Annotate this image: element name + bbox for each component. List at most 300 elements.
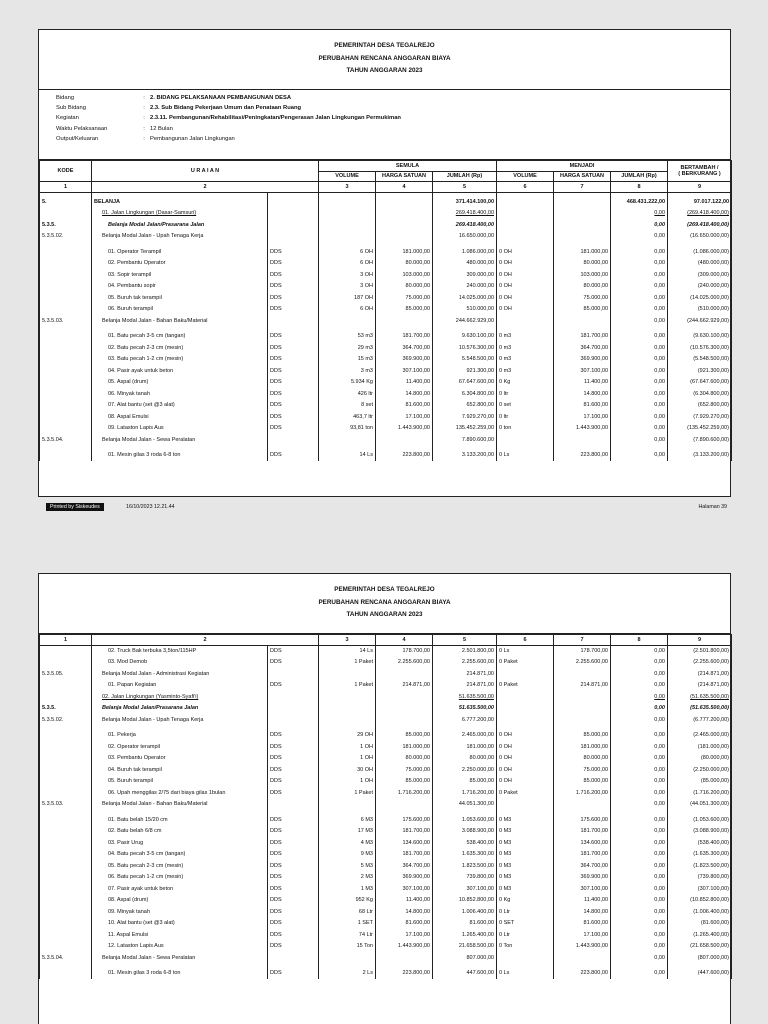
table-row: [40, 691, 732, 703]
harga-new-cell: 1.443.900,00: [554, 423, 611, 435]
difference-cell: (447.600,00): [668, 968, 732, 980]
table-row: [40, 365, 732, 377]
volume-cell: 426 ltr: [319, 388, 376, 400]
volume-new-cell: 0 Ls: [497, 645, 554, 657]
jumlah-cell: 214.871,00: [433, 680, 497, 692]
volume-new-cell: 0 OH: [497, 741, 554, 753]
difference-cell: (135.452.259,00): [668, 423, 732, 435]
harga-cell: [376, 196, 433, 208]
harga-new-cell: 14.800,00: [554, 388, 611, 400]
header-line-3: TAHUN ANGGARAN 2023: [346, 611, 423, 618]
harga-cell: [376, 208, 433, 220]
source-cell: [268, 703, 319, 715]
uraian-cell: 03. Pembantu Operator: [92, 753, 268, 765]
difference-cell: (480.000,00): [668, 258, 732, 270]
harga-new-cell: 2.255.600,00: [554, 657, 611, 669]
harga-cell: 134.600,00: [376, 837, 433, 849]
header-line-2: PERUBAHAN RENCANA ANGGARAN BIAYA: [318, 598, 451, 606]
jumlah-new-cell: 0,00: [611, 246, 668, 258]
jumlah-new-cell: 0,00: [611, 342, 668, 354]
jumlah-new-cell: 0,00: [611, 315, 668, 327]
difference-cell: (2.250.000,00): [668, 764, 732, 776]
harga-new-cell: 223.800,00: [554, 450, 611, 462]
harga-cell: 364.700,00: [376, 860, 433, 872]
column-number-row: [40, 635, 732, 646]
source-cell: DDS: [268, 814, 319, 826]
jumlah-new-cell: 0,00: [611, 219, 668, 231]
kode-cell: [40, 691, 92, 703]
uraian-cell: 01. Pekerja: [92, 730, 268, 742]
jumlah-new-cell: 0,00: [611, 388, 668, 400]
volume-cell: 29 m3: [319, 342, 376, 354]
uraian-cell: 03. Sopir terampil: [92, 269, 268, 281]
jumlah-cell: 135.452.259,00: [433, 423, 497, 435]
source-cell: DDS: [268, 764, 319, 776]
volume-new-cell: 0 OH: [497, 281, 554, 293]
jumlah-cell: 2.250.000,00: [433, 764, 497, 776]
jumlah-new-cell: 0,00: [611, 952, 668, 964]
difference-cell: (9.630.100,00): [668, 331, 732, 343]
jumlah-new-cell: 0,00: [611, 400, 668, 412]
table-row: [40, 231, 732, 243]
difference-cell: (80.000,00): [668, 753, 732, 765]
table-row: [40, 837, 732, 849]
harga-cell: [376, 799, 433, 811]
uraian-cell: 08. Aspal (drum): [92, 895, 268, 907]
harga-cell: [376, 315, 433, 327]
source-cell: DDS: [268, 377, 319, 389]
volume-cell: 2 M3: [319, 872, 376, 884]
volume-new-cell: [497, 315, 554, 327]
difference-cell: (240.000,00): [668, 281, 732, 293]
page-header: [39, 30, 730, 90]
harga-new-cell: 11.400,00: [554, 377, 611, 389]
uraian-cell: 03. Mod Demob: [92, 657, 268, 669]
source-cell: DDS: [268, 787, 319, 799]
col-num: 8: [611, 182, 668, 193]
jumlah-new-cell: 0,00: [611, 753, 668, 765]
jumlah-cell: 2.255.600,00: [433, 657, 497, 669]
kode-cell: [40, 872, 92, 884]
uraian-cell: 05. Batu pecah 2-3 cm (mesin): [92, 860, 268, 872]
harga-new-cell: 14.800,00: [554, 906, 611, 918]
table-row: [40, 258, 732, 270]
jumlah-cell: 1.823.500,00: [433, 860, 497, 872]
volume-new-cell: 0 OH: [497, 730, 554, 742]
jumlah-new-cell: 0,00: [611, 849, 668, 861]
uraian-cell: 01. Batu pecah 3-5 cm (tangan): [92, 331, 268, 343]
volume-new-cell: 0 OH: [497, 258, 554, 270]
table-row: [40, 787, 732, 799]
kode-cell: [40, 895, 92, 907]
volume-cell: 5.934 Kg: [319, 377, 376, 389]
volume-cell: 3 OH: [319, 281, 376, 293]
kode-cell: [40, 883, 92, 895]
volume-new-cell: 0 M3: [497, 849, 554, 861]
table-row: [40, 331, 732, 343]
header-line-1: PEMERINTAH DESA TEGALREJO: [334, 42, 435, 49]
uraian-cell: Belanja Modal Jalan - Administrasi Kegiatan: [92, 668, 268, 680]
volume-cell: 1 SET: [319, 918, 376, 930]
volume-new-cell: 0 Ls: [497, 968, 554, 980]
harga-new-cell: [554, 714, 611, 726]
uraian-cell: 01. Papan Kegiatan: [92, 680, 268, 692]
col-num: 9: [668, 182, 732, 193]
volume-new-cell: 0 ltr: [497, 388, 554, 400]
jumlah-cell: 2.465.000,00: [433, 730, 497, 742]
harga-cell: 1.443.900,00: [376, 941, 433, 953]
jumlah-cell: 181.000,00: [433, 741, 497, 753]
col-harga-satuan: HARGA SATUAN: [376, 171, 433, 182]
volume-new-cell: [497, 703, 554, 715]
table-row: [40, 434, 732, 446]
info-colon: :: [143, 125, 145, 132]
source-cell: DDS: [268, 872, 319, 884]
info-key: Output/Keluaran: [56, 135, 99, 142]
kode-cell: [40, 450, 92, 462]
kode-cell: [40, 968, 92, 980]
source-cell: DDS: [268, 269, 319, 281]
jumlah-new-cell: 0,00: [611, 657, 668, 669]
jumlah-new-cell: 0,00: [611, 883, 668, 895]
harga-cell: 2.255.600,00: [376, 657, 433, 669]
harga-cell: 181.700,00: [376, 826, 433, 838]
budget-table-continued: [39, 634, 732, 979]
col-bertambah-line1: BERTAMBAH /: [680, 165, 719, 171]
harga-new-cell: 181.000,00: [554, 246, 611, 258]
volume-cell: 14 Ls: [319, 450, 376, 462]
info-row: [56, 113, 730, 123]
budget-table: [39, 160, 732, 461]
col-num: 3: [319, 182, 376, 193]
harga-cell: [376, 668, 433, 680]
source-cell: [268, 799, 319, 811]
jumlah-cell: 81.600,00: [433, 918, 497, 930]
jumlah-new-cell: 0,00: [611, 365, 668, 377]
source-cell: DDS: [268, 680, 319, 692]
harga-cell: 223.800,00: [376, 968, 433, 980]
volume-cell: [319, 196, 376, 208]
uraian-cell: 01. Mesin gilas 3 roda 6-8 ton: [92, 968, 268, 980]
volume-new-cell: [497, 208, 554, 220]
volume-cell: [319, 315, 376, 327]
volume-cell: 1 Paket: [319, 680, 376, 692]
col-bertambah-line2: ( BERKURANG ): [678, 171, 721, 177]
budget-table-body: [40, 192, 732, 461]
harga-cell: 11.400,00: [376, 895, 433, 907]
jumlah-new-cell: 0,00: [611, 837, 668, 849]
jumlah-new-cell: 0,00: [611, 269, 668, 281]
harga-new-cell: 369.900,00: [554, 354, 611, 366]
kode-cell: 5.3.5.02.: [40, 714, 92, 726]
volume-cell: 2 Ls: [319, 968, 376, 980]
uraian-cell: 09. Minyak tanah: [92, 906, 268, 918]
difference-cell: (21.658.500,00): [668, 941, 732, 953]
harga-cell: 85.000,00: [376, 304, 433, 316]
col-num: 5: [433, 182, 497, 193]
kode-cell: [40, 787, 92, 799]
jumlah-new-cell: 0,00: [611, 281, 668, 293]
table-row: [40, 714, 732, 726]
uraian-cell: 01. Operator Terampil: [92, 246, 268, 258]
table-row: [40, 918, 732, 930]
volume-new-cell: [497, 231, 554, 243]
uraian-cell: 04. Batu pecah 3-5 cm (tangan): [92, 849, 268, 861]
budget-table-body: [40, 645, 732, 979]
volume-new-cell: 0 OH: [497, 269, 554, 281]
jumlah-new-cell: 0,00: [611, 714, 668, 726]
volume-new-cell: 0 M3: [497, 872, 554, 884]
jumlah-cell: 307.100,00: [433, 883, 497, 895]
harga-new-cell: [554, 219, 611, 231]
col-num: 6: [497, 182, 554, 193]
jumlah-cell: 1.635.300,00: [433, 849, 497, 861]
uraian-cell: 10. Alat bantu (set @3 alat): [92, 918, 268, 930]
table-row: [40, 411, 732, 423]
harga-cell: 14.800,00: [376, 388, 433, 400]
harga-cell: 181.000,00: [376, 246, 433, 258]
jumlah-cell: 6.777.200,00: [433, 714, 497, 726]
table-row: [40, 703, 732, 715]
harga-new-cell: 364.700,00: [554, 860, 611, 872]
uraian-cell: 02. Pembantu Operator: [92, 258, 268, 270]
volume-new-cell: 0 m3: [497, 331, 554, 343]
volume-cell: 6 OH: [319, 246, 376, 258]
difference-cell: (3.088.900,00): [668, 826, 732, 838]
harga-new-cell: 11.400,00: [554, 895, 611, 907]
table-row: [40, 826, 732, 838]
table-row: [40, 968, 732, 980]
difference-cell: (81.600,00): [668, 918, 732, 930]
harga-new-cell: 103.000,00: [554, 269, 611, 281]
col-semula: SEMULA: [319, 161, 497, 172]
jumlah-cell: 921.300,00: [433, 365, 497, 377]
jumlah-new-cell: 0,00: [611, 918, 668, 930]
difference-cell: (1.265.400,00): [668, 929, 732, 941]
col-bertambah: [668, 161, 732, 182]
harga-cell: 175.600,00: [376, 814, 433, 826]
difference-cell: (1.823.500,00): [668, 860, 732, 872]
jumlah-new-cell: 0,00: [611, 860, 668, 872]
harga-cell: 11.400,00: [376, 377, 433, 389]
uraian-cell: 07. Pasir ayak untuk beton: [92, 883, 268, 895]
kode-cell: 5.: [40, 196, 92, 208]
kode-cell: [40, 258, 92, 270]
volume-cell: 1 OH: [319, 741, 376, 753]
uraian-cell: 04. Pasir ayak untuk beton: [92, 365, 268, 377]
kode-cell: [40, 680, 92, 692]
jumlah-new-cell: 0,00: [611, 968, 668, 980]
uraian-cell: Belanja Modal Jalan - Sewa Peralatan: [92, 952, 268, 964]
col-num: 6: [497, 635, 554, 646]
jumlah-cell: 1.716.200,00: [433, 787, 497, 799]
uraian-cell: 05. Buruh tak terampil: [92, 292, 268, 304]
harga-cell: [376, 231, 433, 243]
kode-cell: [40, 281, 92, 293]
kode-cell: [40, 860, 92, 872]
page-number: Halaman 39: [698, 504, 727, 510]
difference-cell: (5.548.500,00): [668, 354, 732, 366]
harga-new-cell: 134.600,00: [554, 837, 611, 849]
page-footer: [38, 503, 731, 511]
uraian-cell: Belanja Modal Jalan - Bahan Baku/Material: [92, 799, 268, 811]
jumlah-new-cell: 0,00: [611, 776, 668, 788]
table-row: [40, 304, 732, 316]
table-row: [40, 941, 732, 953]
uraian-cell: 02. Truck Bak terbuka 3,5ton/115HP: [92, 645, 268, 657]
jumlah-new-cell: 0,00: [611, 450, 668, 462]
source-cell: [268, 434, 319, 446]
table-row: [40, 450, 732, 462]
uraian-cell: 02. Batu pecah 2-3 cm (mesin): [92, 342, 268, 354]
difference-cell: (1.716.200,00): [668, 787, 732, 799]
difference-cell: (7.929.270,00): [668, 411, 732, 423]
info-colon: :: [143, 105, 145, 112]
kode-cell: [40, 764, 92, 776]
kode-cell: 5.3.5.04.: [40, 952, 92, 964]
volume-cell: [319, 691, 376, 703]
harga-new-cell: [554, 799, 611, 811]
uraian-cell: 12. Lataston Lapis Aus: [92, 941, 268, 953]
kode-cell: [40, 304, 92, 316]
jumlah-cell: 44.051.300,00: [433, 799, 497, 811]
header-line-2: PERUBAHAN RENCANA ANGGARAN BIAYA: [318, 54, 451, 62]
jumlah-cell: 1.006.400,00: [433, 906, 497, 918]
kode-cell: [40, 365, 92, 377]
harga-new-cell: [554, 196, 611, 208]
jumlah-new-cell: 0,00: [611, 691, 668, 703]
info-key: Bidang: [56, 95, 75, 101]
harga-cell: 223.800,00: [376, 450, 433, 462]
difference-cell: (244.662.929,00): [668, 315, 732, 327]
kode-cell: 5.3.5.03.: [40, 799, 92, 811]
harga-new-cell: 81.600,00: [554, 400, 611, 412]
harga-cell: 14.800,00: [376, 906, 433, 918]
column-number-row: [40, 182, 732, 193]
harga-new-cell: 17.100,00: [554, 411, 611, 423]
volume-cell: 15 m3: [319, 354, 376, 366]
volume-new-cell: 0 Paket: [497, 680, 554, 692]
uraian-cell: 01. Mesin gilas 3 roda 6-8 ton: [92, 450, 268, 462]
harga-cell: 85.000,00: [376, 776, 433, 788]
harga-cell: 81.600,00: [376, 918, 433, 930]
info-key: Sub Bidang: [56, 105, 86, 112]
col-harga-satuan-2: HARGA SATUAN: [554, 171, 611, 182]
harga-cell: [376, 434, 433, 446]
source-cell: DDS: [268, 968, 319, 980]
difference-cell: (269.418.400,00): [668, 208, 732, 220]
harga-new-cell: 75.000,00: [554, 292, 611, 304]
jumlah-cell: 3.133.200,00: [433, 450, 497, 462]
kode-cell: 5.3.5.: [40, 703, 92, 715]
volume-new-cell: 0 OH: [497, 753, 554, 765]
uraian-cell: 09. Lataston Lapis Aus: [92, 423, 268, 435]
jumlah-cell: 3.088.900,00: [433, 826, 497, 838]
jumlah-new-cell: 0,00: [611, 668, 668, 680]
uraian-cell: Belanja Modal Jalan - Upah Tenaga Kerja: [92, 231, 268, 243]
volume-new-cell: 0 OH: [497, 764, 554, 776]
table-row: [40, 315, 732, 327]
uraian-cell: 02. Jalan Lingkungan (Yasminto-Syafi'i): [92, 691, 268, 703]
jumlah-cell: 214.871,00: [433, 668, 497, 680]
uraian-cell: 02. Operator terampil: [92, 741, 268, 753]
volume-cell: 1 OH: [319, 753, 376, 765]
harga-cell: 85.000,00: [376, 730, 433, 742]
difference-cell: (1.086.000,00): [668, 246, 732, 258]
jumlah-new-cell: 0,00: [611, 826, 668, 838]
jumlah-cell: 16.650.000,00: [433, 231, 497, 243]
info-key: Kegiatan: [56, 115, 79, 122]
jumlah-new-cell: 0,00: [611, 423, 668, 435]
difference-cell: (2.501.800,00): [668, 645, 732, 657]
volume-cell: [319, 231, 376, 243]
volume-new-cell: [497, 434, 554, 446]
document-page-2: [38, 573, 731, 1024]
source-cell: [268, 219, 319, 231]
difference-cell: (1.053.600,00): [668, 814, 732, 826]
kode-cell: [40, 342, 92, 354]
harga-cell: 181.700,00: [376, 331, 433, 343]
table-row: [40, 906, 732, 918]
harga-new-cell: 1.443.900,00: [554, 941, 611, 953]
jumlah-new-cell: 0,00: [611, 258, 668, 270]
harga-new-cell: 181.700,00: [554, 331, 611, 343]
jumlah-new-cell: 0,00: [611, 304, 668, 316]
jumlah-cell: 5.548.500,00: [433, 354, 497, 366]
harga-new-cell: 181.700,00: [554, 849, 611, 861]
uraian-cell: Belanja Modal Jalan - Upah Tenaga Kerja: [92, 714, 268, 726]
volume-cell: 9 M3: [319, 849, 376, 861]
source-cell: DDS: [268, 657, 319, 669]
info-colon: :: [143, 115, 145, 122]
difference-cell: (739.800,00): [668, 872, 732, 884]
harga-new-cell: [554, 691, 611, 703]
table-row: [40, 929, 732, 941]
jumlah-cell: 2.501.800,00: [433, 645, 497, 657]
volume-cell: 93,81 ton: [319, 423, 376, 435]
jumlah-cell: 1.086.000,00: [433, 246, 497, 258]
harga-new-cell: 307.100,00: [554, 883, 611, 895]
col-menjadi: MENJADI: [497, 161, 668, 172]
harga-new-cell: 17.100,00: [554, 929, 611, 941]
table-row: [40, 741, 732, 753]
difference-cell: (181.000,00): [668, 741, 732, 753]
volume-cell: [319, 952, 376, 964]
col-volume: VOLUME: [319, 171, 376, 182]
table-row: [40, 680, 732, 692]
jumlah-new-cell: 0,00: [611, 730, 668, 742]
volume-new-cell: [497, 714, 554, 726]
harga-cell: 1.443.900,00: [376, 423, 433, 435]
harga-new-cell: 80.000,00: [554, 753, 611, 765]
table-row: [40, 814, 732, 826]
difference-cell: (85.000,00): [668, 776, 732, 788]
difference-cell: (2.465.000,00): [668, 730, 732, 742]
harga-cell: 1.716.200,00: [376, 787, 433, 799]
col-num: 1: [40, 182, 92, 193]
kode-cell: [40, 741, 92, 753]
header-line-1: PEMERINTAH DESA TEGALREJO: [334, 586, 435, 593]
kode-cell: [40, 657, 92, 669]
volume-cell: 30 OH: [319, 764, 376, 776]
info-value: 2.3.11. Pembangunan/Rehabilitasi/Peningkatan/Pengerasan Jalan Lingkungan Permukiman: [150, 115, 401, 122]
volume-new-cell: 0 ltr: [497, 411, 554, 423]
harga-new-cell: 175.600,00: [554, 814, 611, 826]
source-cell: [268, 208, 319, 220]
harga-new-cell: 85.000,00: [554, 304, 611, 316]
info-value: Pembangunan Jalan Lingkungan: [150, 135, 235, 142]
volume-cell: [319, 208, 376, 220]
